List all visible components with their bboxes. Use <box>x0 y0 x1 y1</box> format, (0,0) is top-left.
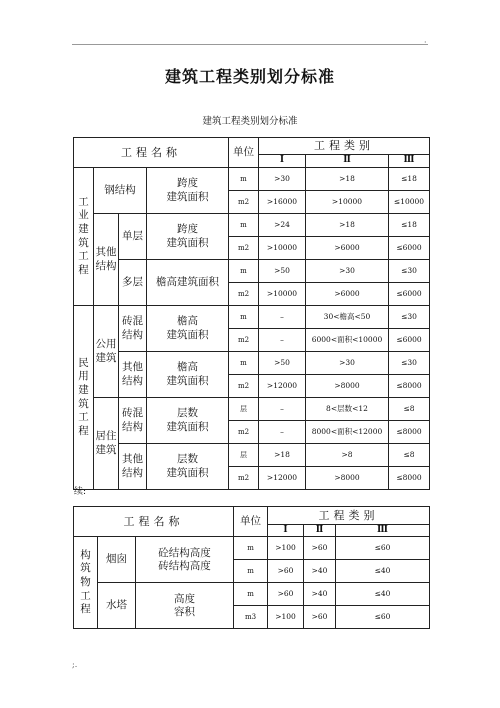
value-cell: – <box>259 398 306 421</box>
value-cell: >18 <box>306 168 389 191</box>
value-cell: >40 <box>304 560 336 583</box>
value-cell: >10000 <box>259 237 306 260</box>
unit-cell: m2 <box>229 375 259 398</box>
value-cell: ≤18 <box>389 168 430 191</box>
table-caption: 建筑工程类别划分标准 <box>202 116 298 127</box>
value-cell: ≤30 <box>389 260 430 283</box>
unit-cell: m <box>234 560 268 583</box>
header-rule <box>72 44 428 45</box>
unit-cell: m2 <box>229 237 259 260</box>
value-cell: >60 <box>268 560 304 583</box>
value-cell: ≤8 <box>389 398 430 421</box>
header-class-1: Ⅰ <box>268 525 304 537</box>
other-structure: 其他 结构 <box>94 214 119 306</box>
value-cell: >16000 <box>259 191 306 214</box>
value-cell: ≤40 <box>336 583 430 606</box>
category-civil: 民用建筑工程 <box>74 306 94 490</box>
tower-items: 高度 容积 <box>136 583 234 629</box>
value-cell: >8 <box>306 444 389 467</box>
res-other-items: 层数 建筑面积 <box>147 444 229 490</box>
value-cell: ≤40 <box>336 560 430 583</box>
residential-building: 居住 建筑 <box>94 398 119 490</box>
unit-cell: 层 <box>229 398 259 421</box>
multi-items: 檐高建筑面积 <box>147 260 229 306</box>
header-project-name: 工程名称 <box>74 138 229 168</box>
value-cell: 8000<面积<12000 <box>306 421 389 444</box>
steel-items: 跨度 建筑面积 <box>147 168 229 214</box>
unit-cell: m2 <box>229 467 259 490</box>
unit-cell: m <box>229 306 259 329</box>
unit-cell: m <box>229 168 259 191</box>
value-cell: ≤6000 <box>389 283 430 306</box>
value-cell: >10000 <box>306 191 389 214</box>
value-cell: ≤30 <box>389 352 430 375</box>
unit-cell: m <box>234 537 268 560</box>
chimney: 烟囱 <box>98 537 136 583</box>
value-cell: – <box>259 306 306 329</box>
single-items: 跨度 建筑面积 <box>147 214 229 260</box>
value-cell: >10000 <box>259 283 306 306</box>
value-cell: >8000 <box>306 375 389 398</box>
header-class: 工程类别 <box>268 507 430 525</box>
brick-concrete: 砖混 结构 <box>119 398 147 444</box>
brick-concrete: 砖混 结构 <box>119 306 147 352</box>
value-cell: ≤8000 <box>389 375 430 398</box>
document-title: 建筑工程类别划分标准 <box>164 67 335 86</box>
public-building: 公用 建筑 <box>94 306 119 398</box>
other-structure: 其他 结构 <box>119 352 147 398</box>
steel-structure: 钢结构 <box>94 168 147 214</box>
value-cell: >50 <box>259 260 306 283</box>
value-cell: 6000<面积<10000 <box>306 329 389 352</box>
value-cell: ≤60 <box>336 537 430 560</box>
value-cell: ≤30 <box>389 306 430 329</box>
value-cell: >6000 <box>306 283 389 306</box>
unit-cell: m <box>234 583 268 606</box>
category-industrial: 工业建筑工程 <box>74 168 94 306</box>
continued-label: 续: <box>74 487 87 497</box>
value-cell: ≤60 <box>336 606 430 629</box>
unit-cell: m2 <box>229 191 259 214</box>
value-cell: >100 <box>268 537 304 560</box>
unit-cell: m <box>229 352 259 375</box>
value-cell: >60 <box>268 583 304 606</box>
value-cell: >18 <box>259 444 306 467</box>
value-cell: >12000 <box>259 375 306 398</box>
value-cell: – <box>259 421 306 444</box>
header-class: 工程类别 <box>259 138 430 155</box>
header-class-3: Ⅲ <box>389 155 430 168</box>
value-cell: 30<檐高<50 <box>306 306 389 329</box>
value-cell: >6000 <box>306 237 389 260</box>
value-cell: ≤18 <box>389 214 430 237</box>
value-cell: ≤10000 <box>389 191 430 214</box>
header-project-name: 工程名称 <box>74 507 234 537</box>
value-cell: >30 <box>259 168 306 191</box>
value-cell: >60 <box>304 537 336 560</box>
value-cell: >12000 <box>259 467 306 490</box>
chimney-items: 砼结构高度 砖结构高度 <box>136 537 234 583</box>
value-cell: >18 <box>306 214 389 237</box>
header-unit: 单位 <box>229 138 259 168</box>
value-cell: >30 <box>306 352 389 375</box>
multi-storey: 多层 <box>119 260 147 306</box>
unit-cell: m <box>229 260 259 283</box>
unit-cell: m <box>229 214 259 237</box>
unit-cell: 层 <box>229 444 259 467</box>
value-cell: ≤6000 <box>389 237 430 260</box>
unit-cell: m3 <box>234 606 268 629</box>
value-cell: 8<层数<12 <box>306 398 389 421</box>
value-cell: >50 <box>259 352 306 375</box>
value-cell: ≤8000 <box>389 421 430 444</box>
value-cell: ≤6000 <box>389 329 430 352</box>
header-class-1: Ⅰ <box>259 155 306 168</box>
value-cell: >24 <box>259 214 306 237</box>
public-brick-items: 檐高 建筑面积 <box>147 306 229 352</box>
other-structure: 其他 结构 <box>119 444 147 490</box>
header-class-2: Ⅱ <box>306 155 389 168</box>
value-cell: >60 <box>304 606 336 629</box>
header-class-3: Ⅲ <box>336 525 430 537</box>
unit-cell: m2 <box>229 329 259 352</box>
structures-table <box>73 506 430 629</box>
water-tower: 水塔 <box>98 583 136 629</box>
value-cell: >30 <box>306 260 389 283</box>
header-class-2: Ⅱ <box>304 525 336 537</box>
value-cell: >40 <box>304 583 336 606</box>
public-other-items: 檐高 建筑面积 <box>147 352 229 398</box>
unit-cell: m2 <box>229 283 259 306</box>
category-structures: 构筑物工程 <box>74 537 98 629</box>
header-unit: 单位 <box>234 507 268 537</box>
value-cell: ≤8 <box>389 444 430 467</box>
value-cell: >8000 <box>306 467 389 490</box>
value-cell: ≤8000 <box>389 467 430 490</box>
unit-cell: m2 <box>229 421 259 444</box>
single-storey: 单层 <box>119 214 147 260</box>
classification-table <box>73 137 430 490</box>
res-brick-items: 层数 建筑面积 <box>147 398 229 444</box>
value-cell: >100 <box>268 606 304 629</box>
header-mark: · <box>424 38 427 47</box>
footer-mark: ;. <box>72 660 78 669</box>
value-cell: – <box>259 329 306 352</box>
